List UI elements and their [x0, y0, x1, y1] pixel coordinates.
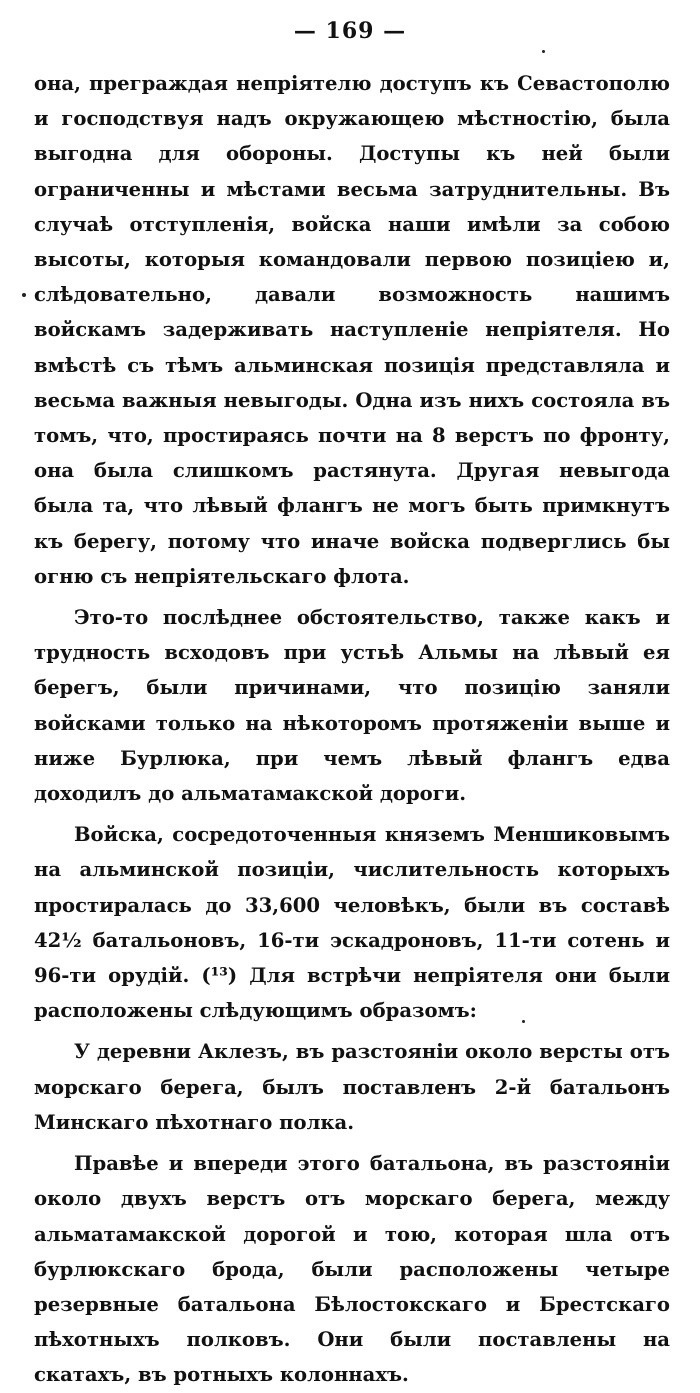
bottom-speck — [522, 1020, 525, 1023]
paragraph-2: Это-то послѣднее обстоятельство, также какъ и трудность всходовъ при устьѣ Альмы на лѣвый ея берегъ, были причинами, что позицію заняли войсками только на нѣкоторомъ протяженіи выше и ниже Бурлюка, при чемъ лѣвый флангъ едва доходилъ до альматамакской дороги. — [34, 606, 670, 806]
paragraph-4: У деревни Аклезъ, въ разстояніи около версты отъ морскаго берега, былъ поставленъ 2-й батальонъ Минскаго пѣхотнаго полка. — [34, 1040, 670, 1134]
margin-speck — [22, 293, 26, 297]
paragraph-5: Правѣе и впереди этого батальона, въ разстояніи около двухъ верстъ отъ морскаго берега, между альматамакской дорогой и тою, которая шла отъ бурлюкскаго брода, были расположены четыре резервные батальона Бѣлостокскаго и Брестскаго пѣхотныхъ полковъ. Они были поставлены на скатахъ, въ ротныхъ колоннахъ. — [34, 1152, 670, 1387]
paragraph-1: она, преграждая непріятелю доступъ къ Севастополю и господствуя надъ окружающею мѣстностію, была выгодна для обороны. Доступы къ ней были ограниченны и мѣстами весьма затруднительны. Въ случаѣ отступленія, войска наши имѣли за собою высоты, которыя командовали первою позиціею и, слѣдовательно, давали возможность нашимъ войскамъ задерживать наступленіе непріятеля. Но вмѣстѣ съ тѣмъ альминская позиція представляла и весьма важныя невыгоды. Одна изъ нихъ состояла въ томъ, что, простираясь почти на 8 верстъ по фронту, она была слишкомъ растянута. Другая невыгода была та, что лѣвый флангъ не могъ быть примкнутъ къ берегу, потому что иначе войска подверглись бы огню съ непріятельскаго флота. — [34, 72, 670, 588]
body-text — [34, 66, 670, 1393]
paragraph-3: Войска, сосредоточенныя княземъ Меншиковымъ на альминской позиціи, числительность которыхъ простиралась до 33,600 человѣкъ, были въ составѣ 42½ батальоновъ, 16-ти эскадроновъ, 11-ти сотень и 96-ти орудій. (¹³) Для встрѣчи непріятеля они были расположены слѣдующимъ образомъ: — [34, 823, 670, 1023]
corner-speck — [542, 50, 545, 53]
page-number: — 169 — — [293, 18, 407, 44]
